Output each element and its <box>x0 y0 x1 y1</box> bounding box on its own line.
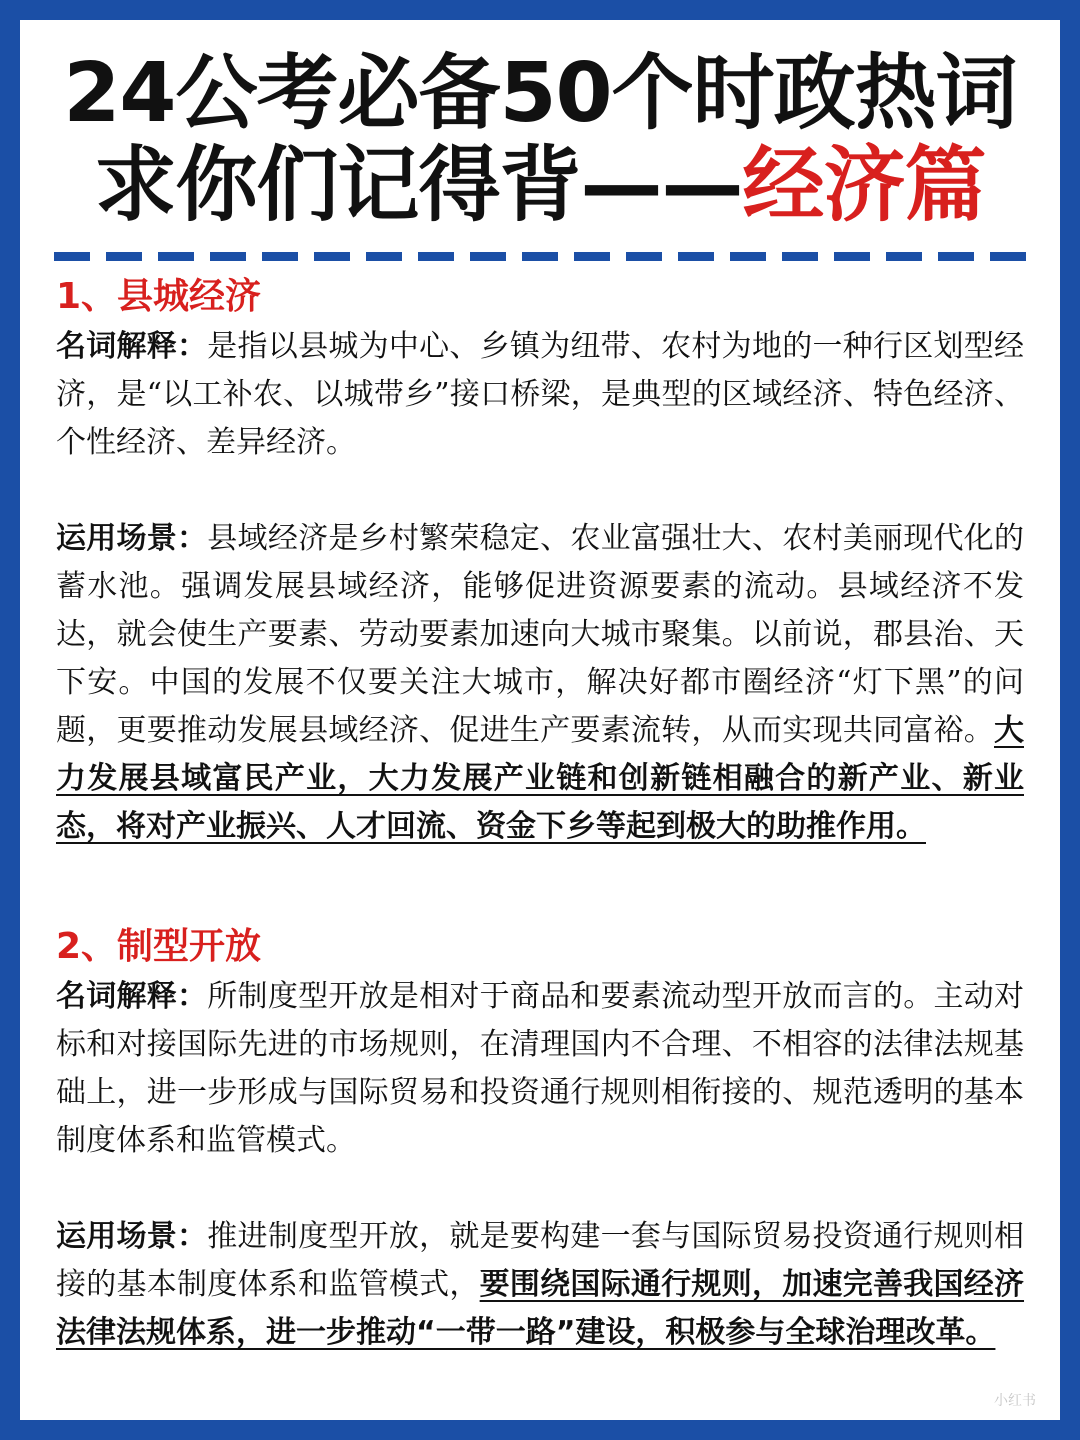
page-title <box>42 48 1038 232</box>
usage-label: 运用场景： <box>56 1219 208 1254</box>
usage-text: 县域经济是乡村繁荣稳定、农业富强壮大、农村美丽现代化的蓄水池。强调发展县域经济，能够促进资源要素的流动。县域经济不发达，就会使生产要素、劳动要素加速向大城市聚集。以前说，郡县治、天下安。中国的发展不仅要关注大城市，解决好都市圈经济“灯下黑”的问题，更要推动发展县域经济、促进生产要素流转，从而实现共同富裕。 <box>56 521 1025 748</box>
definition-paragraph <box>56 323 1024 467</box>
usage-label: 运用场景： <box>56 521 208 556</box>
watermark: 小红书 <box>994 1393 1036 1409</box>
usage-text: 推进制度型开放，就是要构建一套与国际贸易投资通行规则相接的基本制度体系和监管模式， <box>56 1219 1025 1302</box>
definition-label: 名词解释： <box>56 329 208 364</box>
section-title: 1、县城经济 <box>56 276 262 317</box>
usage-paragraph <box>56 515 1024 851</box>
usage-paragraph <box>56 1213 1024 1357</box>
usage-emphasis: 大力发展县域富民产业，大力发展产业链和创新链相融合的新产业、新业态，将对产业振兴、人才回流、资金下乡等起到极大的助推作用。 <box>56 713 1024 844</box>
usage-emphasis: 要围绕国际通行规则，加速完善我国经济法律法规体系，进一步推动“一带一路”建设，积极参与全球治理改革。 <box>56 1267 1025 1350</box>
title-highlight: 经济篇 <box>742 138 986 233</box>
title-line-2-black: 求你们记得背—— <box>94 138 743 233</box>
title-line-2 <box>42 140 1038 232</box>
definition-label: 名词解释： <box>56 979 208 1014</box>
definition-text: 所制度型开放是相对于商品和要素流动型开放而言的。主动对标和对接国际先进的市场规则，在清理国内不合理、不相容的法律法规基础上，进一步形成与国际贸易和投资通行规则相衔接的、规范透明的基本制度体系和监管模式。 <box>56 979 1025 1158</box>
content-area <box>42 42 1038 1398</box>
section-title: 2、制型开放 <box>56 926 262 967</box>
section-2 <box>42 925 1038 1357</box>
dashed-divider <box>54 252 1026 261</box>
section-1 <box>42 275 1038 851</box>
definition-text: 是指以县城为中心、乡镇为纽带、农村为地的一种行区划型经济，是“以工补农、以城带乡”接口桥梁，是典型的区域经济、特色经济、个性经济、差异经济。 <box>56 329 1025 460</box>
title-line-1: 24公考必备50个时政热词 <box>63 46 1017 141</box>
definition-paragraph <box>56 973 1024 1165</box>
